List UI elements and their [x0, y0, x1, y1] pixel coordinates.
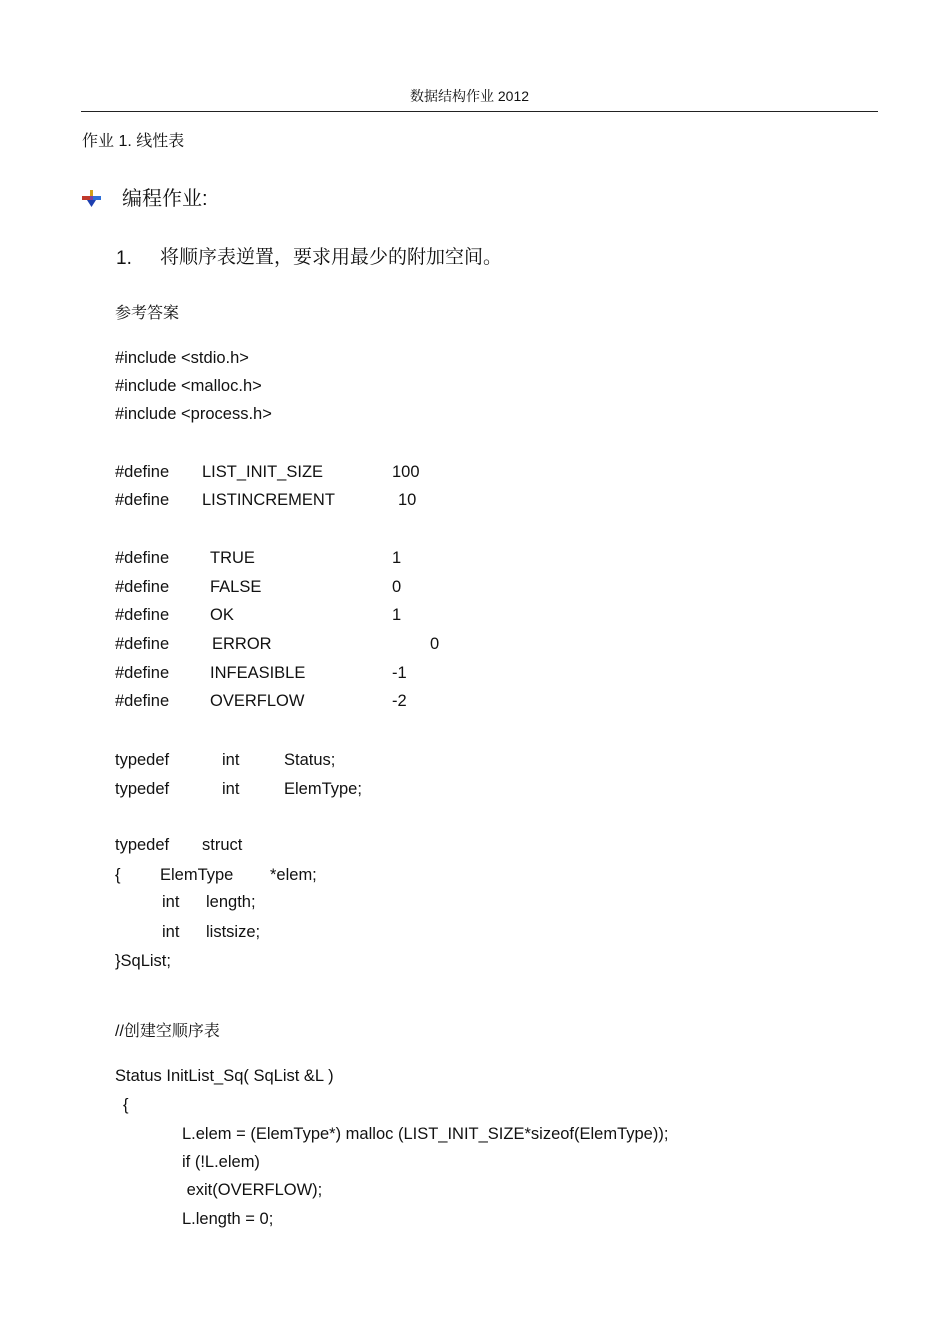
typedef-name: ElemType;	[284, 780, 362, 798]
define-name: LIST_INIT_SIZE	[202, 463, 324, 481]
define-value: -1	[392, 664, 407, 682]
struct-field-name: length;	[206, 893, 256, 911]
question-number: 1.	[116, 248, 132, 269]
define-value: 0	[430, 635, 440, 653]
define-value: 10	[398, 491, 417, 509]
define-name: LISTINCREMENT	[202, 491, 335, 509]
typedef-type: int	[222, 780, 240, 798]
struct-typedef-keyword: typedef	[115, 836, 170, 854]
function-open-brace: {	[123, 1096, 129, 1114]
define-name: INFEASIBLE	[210, 664, 306, 682]
define-value: -2	[392, 692, 407, 710]
typedef-keyword: typedef	[115, 751, 170, 769]
include-line: #include <process.h>	[115, 405, 272, 423]
define-keyword: #define	[115, 578, 170, 596]
define-keyword: #define	[115, 491, 170, 509]
function-line: L.length = 0;	[182, 1210, 274, 1228]
struct-field-type: int	[162, 923, 180, 941]
define-name: TRUE	[210, 549, 255, 567]
define-keyword: #define	[115, 635, 170, 653]
define-value: 100	[392, 463, 420, 481]
struct-field-name: listsize;	[206, 923, 261, 941]
struct-field-type: int	[162, 893, 180, 911]
include-line: #include <malloc.h>	[115, 377, 262, 395]
code-comment: //创建空顺序表	[115, 1023, 220, 1040]
define-value: 1	[392, 549, 402, 567]
function-signature: Status InitList_Sq( SqList &L )	[115, 1067, 334, 1085]
struct-field-type: ElemType	[160, 866, 234, 884]
define-keyword: #define	[115, 664, 170, 682]
section-label: 作业 1. 线性表	[82, 133, 185, 150]
function-line: exit(OVERFLOW);	[182, 1181, 323, 1199]
typedef-type: int	[222, 751, 240, 769]
question-text: 将顺序表逆置，要求用最少的附加空间。	[160, 247, 503, 268]
struct-open-brace: {	[115, 866, 121, 884]
define-value: 0	[392, 578, 402, 596]
include-line: #include <stdio.h>	[115, 349, 249, 367]
struct-closing: }SqList;	[115, 952, 171, 970]
struct-keyword: struct	[202, 836, 243, 854]
answer-label: 参考答案	[115, 305, 180, 322]
define-name: OVERFLOW	[210, 692, 305, 710]
struct-field-name: *elem;	[270, 866, 317, 884]
define-keyword: #define	[115, 606, 170, 624]
define-name: FALSE	[210, 578, 262, 596]
programming-heading: 编程作业:	[122, 188, 208, 210]
header-title: 数据结构作业 2012	[410, 88, 530, 104]
header-rule	[81, 111, 878, 112]
function-line: L.elem = (ElemType*) malloc (LIST_INIT_SIZE*sizeof(ElemType));	[182, 1125, 669, 1143]
typedef-keyword: typedef	[115, 780, 170, 798]
function-line: if (!L.elem)	[182, 1153, 260, 1171]
define-keyword: #define	[115, 692, 170, 710]
cross-arrow-bullet-icon	[82, 190, 102, 208]
define-name: OK	[210, 606, 234, 624]
define-keyword: #define	[115, 549, 170, 567]
define-value: 1	[392, 606, 402, 624]
define-keyword: #define	[115, 463, 170, 481]
typedef-name: Status;	[284, 751, 336, 769]
define-name: ERROR	[212, 635, 272, 653]
